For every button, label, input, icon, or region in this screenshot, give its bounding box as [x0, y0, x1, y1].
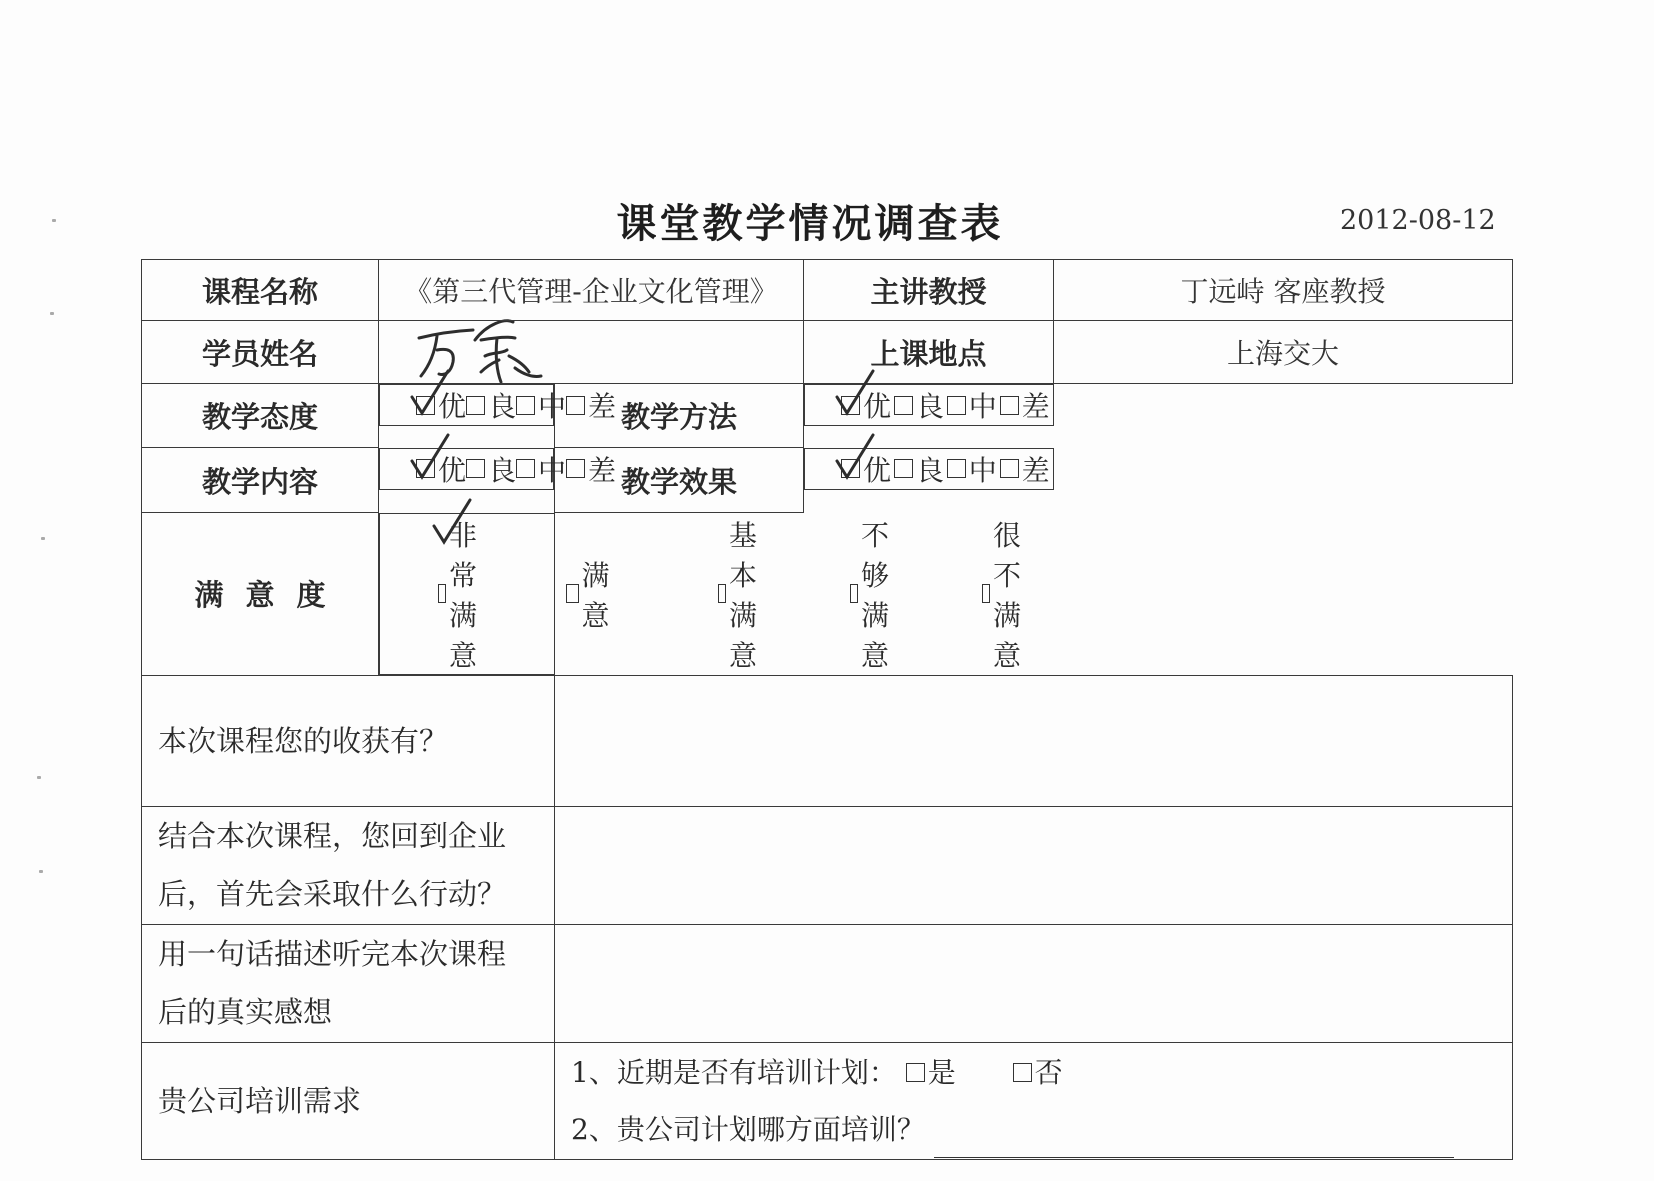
scan-speck — [39, 870, 43, 873]
checkbox[interactable] — [566, 459, 585, 478]
form-date: 2012-08-12 — [1340, 205, 1496, 236]
option-label: 优 — [863, 453, 892, 487]
option-label: 差 — [1021, 390, 1050, 423]
option-average[interactable] — [516, 449, 566, 489]
teaching-content-options — [379, 448, 617, 490]
row-attitude-method — [142, 384, 1513, 448]
teaching-effect-label: 教学效果 — [555, 448, 804, 513]
checkbox[interactable] — [516, 396, 535, 415]
checkbox[interactable] — [516, 459, 535, 478]
option-excellent[interactable] — [841, 385, 894, 425]
option-good[interactable] — [894, 385, 947, 425]
row-content-effect — [142, 448, 1513, 513]
scan-speck — [41, 537, 45, 540]
form-title: 课堂教学情况调查表 — [616, 201, 1004, 247]
checkbox[interactable] — [1000, 459, 1019, 478]
scan-speck — [50, 312, 54, 315]
option-label: 中 — [538, 390, 567, 423]
option-label: 基本满意 — [728, 518, 757, 672]
checkbox[interactable] — [466, 459, 485, 478]
option-label: 差 — [588, 453, 617, 487]
option-good[interactable] — [466, 449, 516, 489]
option-excellent[interactable] — [416, 385, 466, 425]
checkbox[interactable] — [850, 584, 858, 603]
option-poor[interactable] — [566, 449, 616, 489]
impression-question-line-2: 后的真实感想 — [158, 995, 333, 1029]
option-label: 非常满意 — [448, 518, 477, 672]
option-no[interactable] — [1013, 1044, 1063, 1101]
location-label: 上课地点 — [804, 321, 1054, 384]
impression-answer-field[interactable] — [555, 924, 1513, 1042]
option-excellent[interactable] — [841, 449, 894, 489]
option-label: 中 — [538, 453, 567, 487]
teaching-content-label: 教学内容 — [142, 448, 379, 513]
option-excellent[interactable] — [416, 449, 466, 489]
gains-answer-field[interactable] — [555, 675, 1513, 806]
option-very-dissatisfied[interactable] — [982, 514, 1032, 674]
option-label: 优 — [863, 390, 892, 423]
row-student — [142, 321, 1513, 384]
training-area-line — [571, 1101, 1512, 1158]
lecturer-label: 主讲教授 — [804, 260, 1054, 321]
course-value: 《第三代管理-企业文化管理》 — [379, 260, 804, 321]
option-label: 良 — [915, 453, 944, 487]
teaching-method-options — [804, 384, 1054, 426]
checkbox[interactable] — [718, 584, 726, 603]
row-action — [142, 806, 1513, 924]
checkbox[interactable] — [1013, 1063, 1032, 1082]
option-basically-satisfied[interactable] — [718, 514, 768, 674]
option-not-satisfied[interactable] — [850, 514, 900, 674]
checkbox[interactable] — [416, 396, 435, 415]
option-label: 中 — [968, 453, 997, 487]
impression-question-line-1: 用一句话描述听完本次课程 — [158, 937, 507, 971]
option-label: 差 — [1021, 453, 1050, 487]
impression-question — [142, 924, 555, 1042]
teaching-effect-options — [804, 448, 1054, 490]
scan-speck — [37, 776, 41, 779]
option-label: 不够满意 — [860, 518, 889, 672]
option-average[interactable] — [947, 449, 1000, 489]
training-needs-label: 贵公司培训需求 — [142, 1042, 555, 1159]
option-good[interactable] — [466, 385, 516, 425]
checkbox[interactable] — [947, 459, 966, 478]
gains-question: 本次课程您的收获有？ — [142, 675, 555, 806]
teaching-attitude-label: 教学态度 — [142, 384, 379, 448]
option-poor[interactable] — [1000, 385, 1053, 425]
teaching-method-label: 教学方法 — [555, 384, 804, 448]
training-plan-line — [571, 1044, 1512, 1101]
student-name-field[interactable] — [379, 321, 804, 384]
survey-table — [141, 259, 1513, 1160]
option-label: 良 — [488, 453, 517, 487]
option-label: 优 — [438, 390, 467, 423]
option-label: 优 — [438, 453, 467, 487]
option-satisfied[interactable] — [566, 554, 616, 634]
checkbox[interactable] — [841, 396, 860, 415]
option-label: 良 — [488, 390, 517, 423]
action-answer-field[interactable] — [555, 806, 1513, 924]
course-label: 课程名称 — [142, 260, 379, 321]
location-value: 上海交大 — [1054, 321, 1513, 384]
teaching-attitude-options — [379, 384, 617, 426]
student-name-label: 学员姓名 — [142, 321, 379, 384]
action-question — [142, 806, 555, 924]
checkbox[interactable] — [947, 396, 966, 415]
row-training-needs — [142, 1042, 1513, 1159]
training-needs-answers — [555, 1042, 1513, 1159]
option-label: 中 — [968, 390, 997, 423]
row-gains — [142, 675, 1513, 806]
training-area-question: 2、贵公司计划哪方面培训？ — [571, 1112, 925, 1146]
option-label: 差 — [588, 390, 617, 423]
checkbox[interactable] — [906, 1063, 925, 1082]
option-poor[interactable] — [566, 385, 616, 425]
satisfaction-options — [379, 513, 1022, 675]
action-question-line-2: 后，首先会采取什么行动？ — [158, 877, 507, 911]
option-average[interactable] — [516, 385, 566, 425]
checkbox[interactable] — [566, 584, 578, 603]
training-plan-question: 1、近期是否有培训计划： — [571, 1055, 897, 1089]
option-label: 很不满意 — [993, 518, 1022, 672]
row-satisfaction — [142, 513, 1513, 676]
option-label: 满意 — [581, 558, 610, 632]
option-label: 是 — [927, 1055, 956, 1089]
checkbox[interactable] — [1000, 396, 1019, 415]
checkbox[interactable] — [566, 396, 585, 415]
checkbox[interactable] — [841, 459, 860, 478]
training-area-blank[interactable] — [934, 1127, 1454, 1158]
option-average[interactable] — [947, 385, 1000, 425]
lecturer-value: 丁远峙 客座教授 — [1054, 260, 1513, 321]
checkbox[interactable] — [438, 584, 446, 603]
option-yes[interactable] — [906, 1044, 956, 1101]
option-label: 否 — [1034, 1055, 1063, 1089]
satisfaction-label: 满意度 — [142, 513, 379, 676]
checkbox[interactable] — [466, 396, 485, 415]
checkbox[interactable] — [894, 459, 913, 478]
row-course — [142, 260, 1513, 321]
checkbox[interactable] — [982, 584, 990, 603]
row-impression — [142, 924, 1513, 1042]
option-good[interactable] — [894, 449, 947, 489]
action-question-line-1: 结合本次课程，您回到企业 — [158, 819, 507, 853]
checkbox[interactable] — [894, 396, 913, 415]
checkbox[interactable] — [416, 459, 435, 478]
option-very-satisfied[interactable] — [438, 514, 488, 674]
option-poor[interactable] — [1000, 449, 1053, 489]
option-label: 良 — [915, 390, 944, 423]
